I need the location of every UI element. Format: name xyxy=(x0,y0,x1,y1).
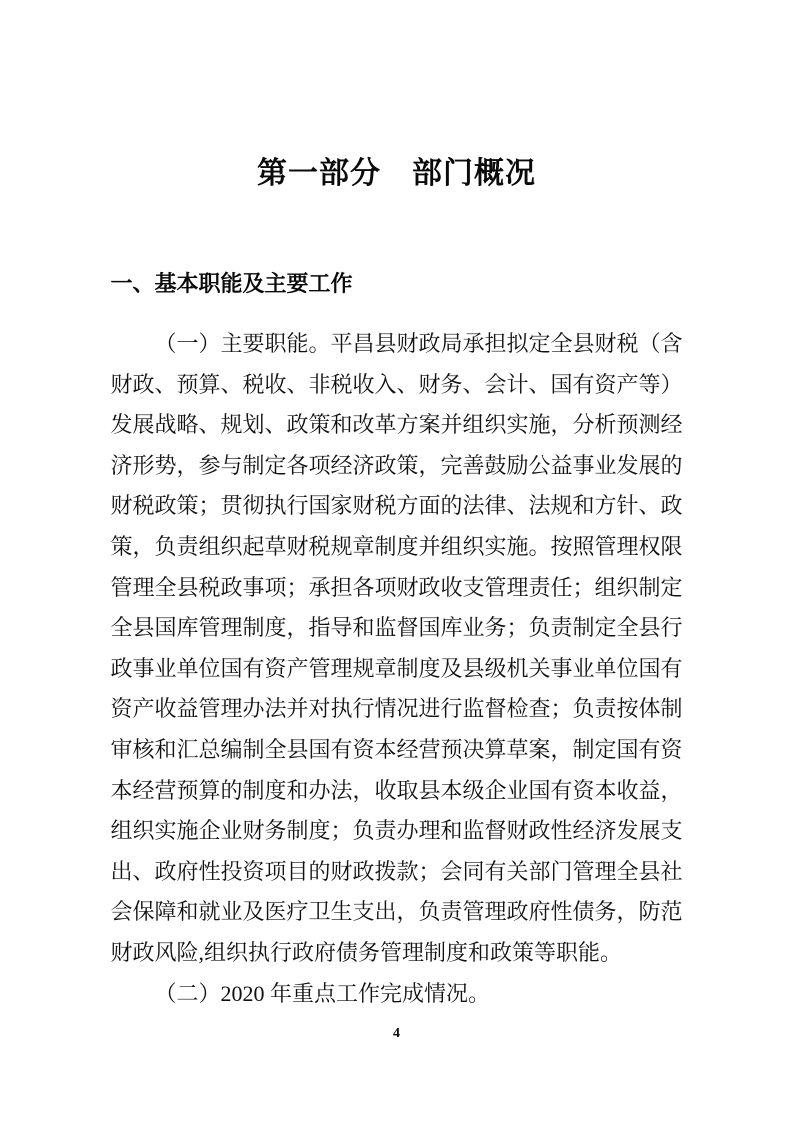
section-heading: 一、基本职能及主要工作 xyxy=(110,271,353,296)
page-number: 4 xyxy=(393,1026,400,1041)
document-content xyxy=(111,152,683,1014)
paragraph-2020-key-work: （二）2020 年重点工作完成情况。 xyxy=(154,980,491,1006)
paragraph-main-duties: （一）主要职能。平昌县财政局承担拟定全县财税（含财政、预算、税收、非税收入、财务、会计、国有资产等）发展战略、规划、政策和改革方案并组织实施，分析预测经济形势，参与制定各项经济政策，完善鼓励公益事业发展的财税政策；贯彻执行国家财税方面的法律、法规和方针、政策，负责组织起草财税规章制度并组织实施。按照管理权限管理全县税政事项；承担各项财政收支管理责任；组织制定全县国库管理制度，指导和监督国库业务；负责制定全县行政事业单位国有资产管理规章制度及县级机关事业单位国有资产收益管理办法并对执行情况进行监督检查；负责按体制审核和汇总编制全县国有资本经营预决算草案，制定国有资本经营预算的制度和办法，收取县本级企业国有资本收益，组织实施企业财务制度；负责办理和监督财政性经济发展支出、政府性投资项目的财政拨款；会同有关部门管理全县社会保障和就业及医疗卫生支出，负责管理政府性债务，防范财政风险,组织执行政府债务管理制度和政策等职能。 xyxy=(110,331,683,965)
page-title: 第一部分 部门概况 xyxy=(257,157,536,190)
